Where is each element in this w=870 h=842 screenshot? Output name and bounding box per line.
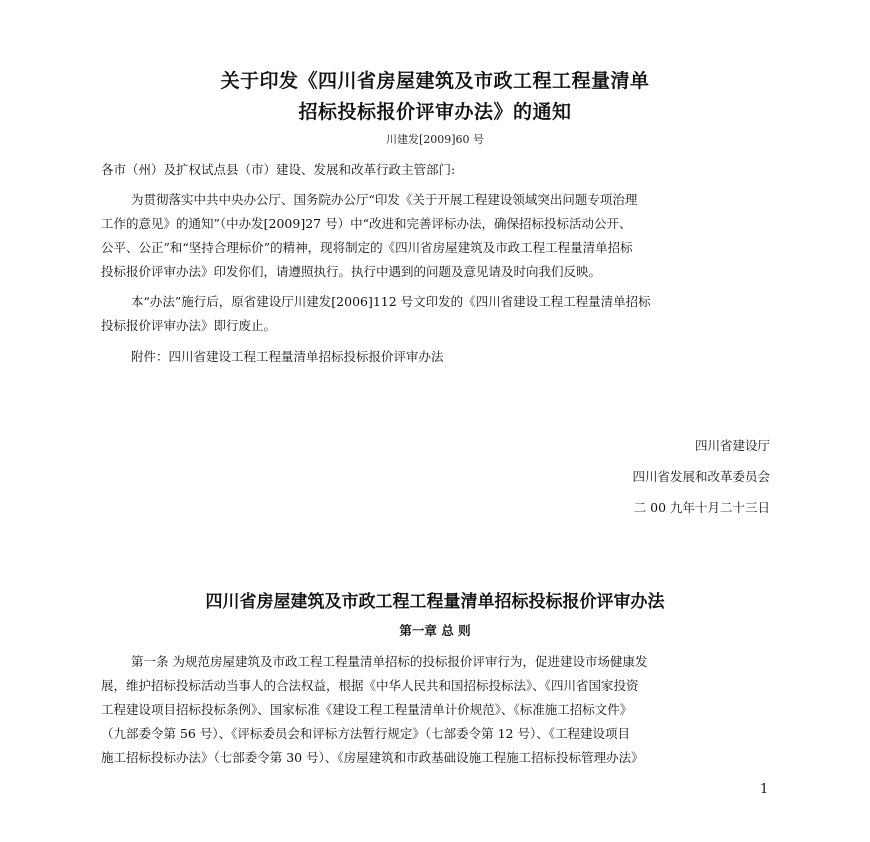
paragraph-2-line: 投标报价评审办法》即行废止。 xyxy=(101,318,277,333)
paragraph-1-line: 公平、公正”和“坚持合理标价”的精神，现将制定的《四川省房屋建筑及市政工程工程量清单招标 xyxy=(101,240,633,255)
article-1-line: 第一条 为规范房屋建筑及市政工程工程量清单招标的投标报价评审行为，促进建设市场健康发 xyxy=(131,654,648,669)
document-number: 川建发[2009]60 号 xyxy=(385,133,485,146)
signature-issuer-2: 四川省发展和改革委员会 xyxy=(632,469,770,484)
notice-title-line-2: 招标投标报价评审办法》的通知 xyxy=(298,101,572,123)
article-1-line: （九部委令第 56 号）、《评标委员会和评标方法暂行规定》（七部委令第 12 号）、《工程建设项目 xyxy=(101,726,630,741)
salutation: 各市（州）及扩权试点县（市）建设、发展和改革行政主管部门: xyxy=(101,162,456,177)
attachment-line: 附件：四川省建设工程工程量清单招标投标报价评审办法 xyxy=(131,349,444,364)
paragraph-1-line: 投标报价评审办法》印发你们，请遵照执行。执行中遇到的问题及意见请及时向我们反映。 xyxy=(101,264,602,279)
paragraph-1-line: 工作的意见》的通知”（中办发[2009]27 号）中“改进和完善评标办法，确保招标投标活动公开、 xyxy=(101,216,632,231)
signature-date: 二 00 九年十月二十三日 xyxy=(633,500,770,515)
article-1-line: 展，维护招标投标活动当事人的合法权益，根据《中华人民共和国招标投标法》、《四川省国家投资 xyxy=(101,678,639,693)
page-number: 1 xyxy=(760,782,769,797)
paragraph-2-line: 本“办法”施行后，原省建设厅川建发[2006]112 号文印发的《四川省建设工程工程量清单招标 xyxy=(131,294,651,309)
regulation-title: 四川省房屋建筑及市政工程工程量清单招标投标报价评审办法 xyxy=(205,592,665,612)
chapter-heading: 第一章 总 则 xyxy=(399,623,471,638)
notice-title-line-1: 关于印发《四川省房屋建筑及市政工程工程量清单 xyxy=(220,70,650,92)
article-1-line: 工程建设项目招标投标条例》、国家标准《建设工程工程量清单计价规范》、《标准施工招标文件》 xyxy=(101,702,633,717)
signature-issuer-1: 四川省建设厅 xyxy=(694,438,770,453)
paragraph-1-line: 为贯彻落实中共中央办公厅、国务院办公厅“印发《关于开展工程建设领域突出问题专项治理 xyxy=(131,192,638,207)
article-1-line: 施工招标投标办法》（七部委令第 30 号）、《房屋建筑和市政基础设施工程施工招标投标管理办法》 xyxy=(101,750,644,765)
